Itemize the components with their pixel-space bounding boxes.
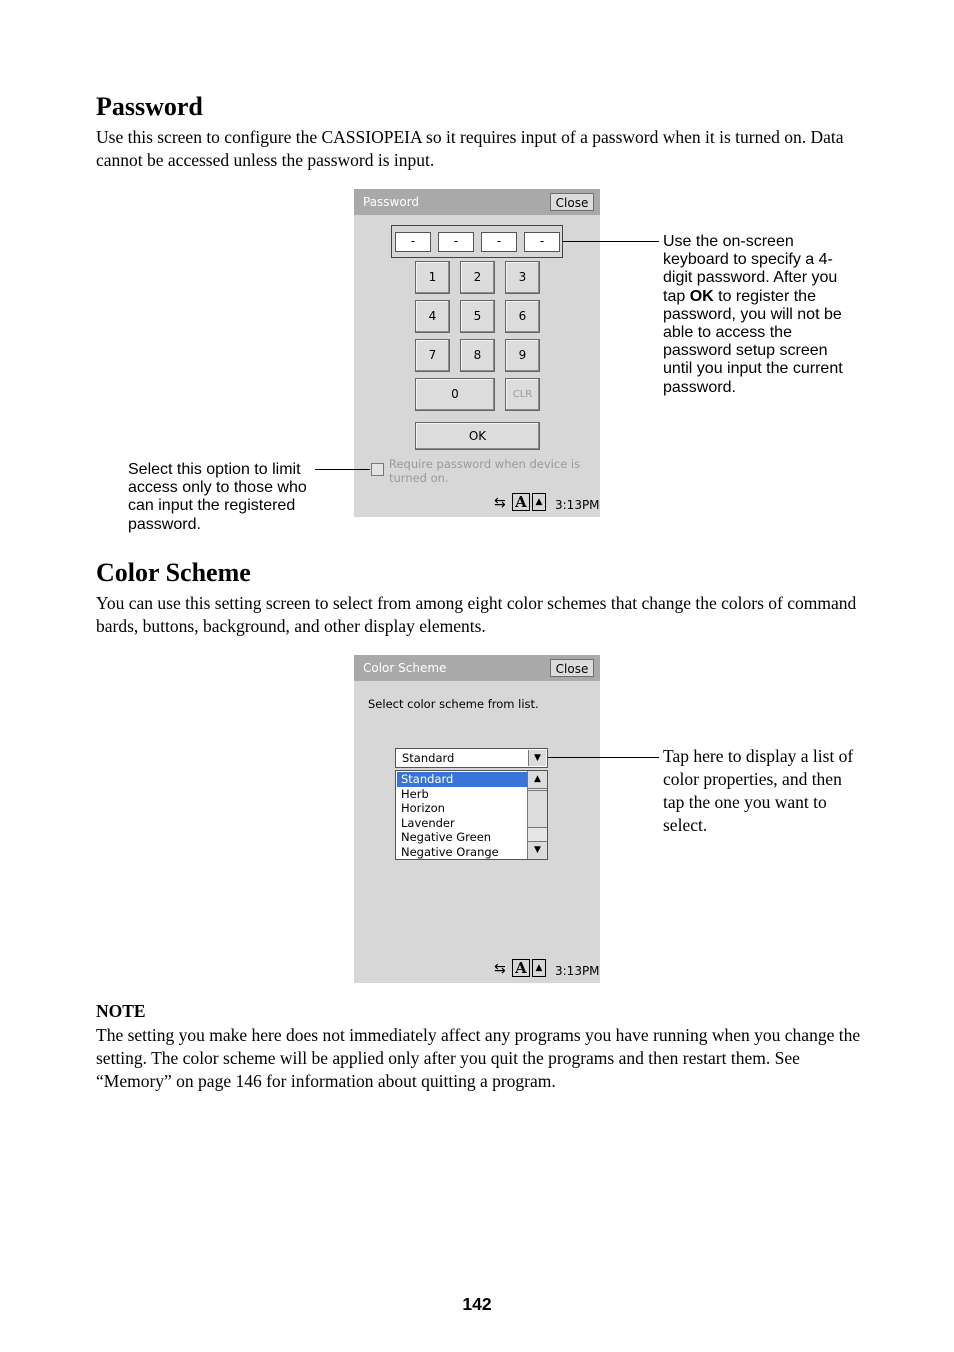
pin-entry <box>391 225 563 258</box>
scroll-thumb[interactable] <box>528 790 547 828</box>
keyboard-callout-ok: OK <box>689 287 714 305</box>
list-item-negative-orange[interactable]: Negative Orange <box>401 844 499 859</box>
keyboard-callout-text-1: Use the on-screen keyboard to specify a 4-digit password. After you tap <box>663 233 838 305</box>
key-6[interactable]: 6 <box>505 300 540 333</box>
key-8[interactable]: 8 <box>460 339 495 372</box>
clock: 3:13PM <box>555 964 600 978</box>
list-item-standard[interactable]: Standard <box>397 772 527 787</box>
pin-digit-2[interactable]: - <box>438 232 474 252</box>
color-scheme-screen <box>354 655 600 983</box>
key-3[interactable]: 3 <box>505 261 540 294</box>
password-intro: Use this screen to configure the CASSIOPEIA so it requires input of a password when it is turned on. Data cannot be accessed unless the password is input. <box>96 127 844 170</box>
color-scheme-screen-title: Color Scheme <box>363 661 447 675</box>
keyboard-callout-text-2: to register the password, you will not be able to access the password setup screen until you input the current password. <box>663 287 843 396</box>
pin-digit-4[interactable]: - <box>524 232 560 252</box>
key-4[interactable]: 4 <box>415 300 450 333</box>
list-scrollbar[interactable] <box>527 771 547 859</box>
color-scheme-dropdown[interactable] <box>395 748 548 768</box>
pin-digit-1[interactable]: - <box>395 232 431 252</box>
keyboard-callout <box>663 233 843 397</box>
note-heading: NOTE <box>96 1001 146 1021</box>
chevron-down-icon[interactable]: ▼ <box>528 750 546 766</box>
close-button[interactable]: Close <box>550 659 594 677</box>
page-number: 142 <box>462 1294 492 1314</box>
input-switch-icon[interactable]: ⇆ <box>494 961 506 977</box>
password-heading: Password <box>96 92 203 121</box>
note-text: The setting you make here does not immediately affect any programs you have running when you change the setting. The color scheme will be applied only after you quit the programs and then restart them. See “Memory” on page 146 for information about quitting a program. <box>96 1025 861 1091</box>
pin-digit-3[interactable]: - <box>481 232 517 252</box>
color-scheme-list <box>395 770 548 860</box>
input-panel-icon[interactable]: A <box>512 493 530 511</box>
list-item-herb[interactable]: Herb <box>401 786 429 801</box>
require-password-label: Require password when device is turned on. <box>389 457 581 485</box>
dropdown-value: Standard <box>402 751 455 765</box>
key-0[interactable]: 0 <box>415 378 495 411</box>
scroll-up-icon[interactable]: ▲ <box>528 771 547 789</box>
color-scheme-titlebar <box>354 655 600 681</box>
checkbox-callout: Select this option to limit access only to those who can input the registered password. <box>128 461 307 533</box>
instruction-text: Select color scheme from list. <box>368 697 539 711</box>
close-button[interactable]: Close <box>550 193 594 211</box>
color-scheme-heading: Color Scheme <box>96 558 251 587</box>
key-7[interactable]: 7 <box>415 339 450 372</box>
clock: 3:13PM <box>555 498 600 512</box>
input-panel-icon[interactable]: A <box>512 959 530 977</box>
list-item-lavender[interactable]: Lavender <box>401 815 455 830</box>
input-switch-icon[interactable]: ⇆ <box>494 495 506 511</box>
callout-line-dropdown <box>548 757 659 758</box>
input-menu-icon[interactable]: ▲ <box>532 959 546 977</box>
password-titlebar <box>354 189 600 215</box>
key-2[interactable]: 2 <box>460 261 495 294</box>
clr-button[interactable]: CLR <box>505 378 540 411</box>
scroll-down-icon[interactable]: ▼ <box>528 841 547 859</box>
key-5[interactable]: 5 <box>460 300 495 333</box>
color-scheme-intro: You can use this setting screen to select from among eight color schemes that change the colors of command bards, buttons, background, and other display elements. <box>96 593 857 636</box>
list-item-horizon[interactable]: Horizon <box>401 801 445 815</box>
ok-button[interactable]: OK <box>415 422 540 450</box>
callout-line-keyboard <box>563 241 659 242</box>
password-screen-title: Password <box>363 195 420 209</box>
require-password-checkbox[interactable] <box>371 463 384 476</box>
list-item-negative-green[interactable]: Negative Green <box>401 830 492 844</box>
password-screen <box>354 189 600 517</box>
key-1[interactable]: 1 <box>415 261 450 294</box>
input-menu-icon[interactable]: ▲ <box>532 493 546 511</box>
dropdown-callout: Tap here to display a list of color properties, and then tap the one you want to select. <box>663 746 854 835</box>
key-9[interactable]: 9 <box>505 339 540 372</box>
